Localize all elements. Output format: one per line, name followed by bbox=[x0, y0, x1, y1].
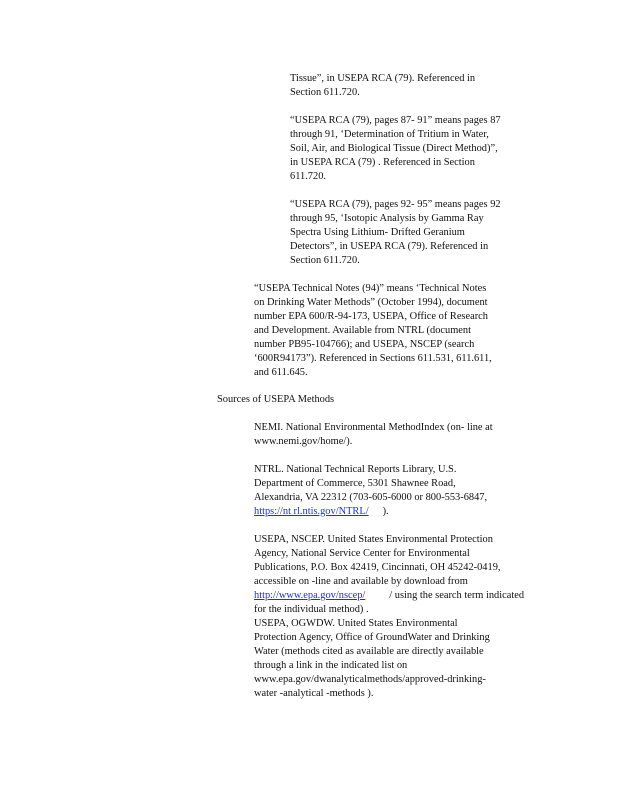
link-suffix: / using the search term indicated bbox=[389, 590, 525, 601]
link-suffix: ). bbox=[382, 506, 389, 517]
text-line: Protection Agency, Office of GroundWater and Drinking bbox=[254, 632, 490, 643]
text-line: Tissue”, in USEPA RCA (79). Referenced in bbox=[290, 73, 476, 84]
text-line: water -analytical -methods ). bbox=[254, 688, 374, 699]
text-line: USEPA, OGWDW. United States Environmental bbox=[254, 618, 458, 629]
text-line: “USEPA Technical Notes (94)” means ‘Technical Notes bbox=[254, 283, 487, 294]
sources-heading: Sources of USEPA Methods bbox=[217, 394, 335, 405]
text-line: Spectra Using Lithium- Drifted Geranium bbox=[290, 227, 465, 238]
text-line bbox=[254, 505, 536, 519]
text-line: on Drinking Water Methods” (October 1994), document bbox=[254, 297, 488, 308]
text-line: NEMI. National Environmental MethodIndex (on- line at bbox=[254, 422, 493, 433]
text-line: USEPA, NSCEP. United States Environmental Protection bbox=[254, 534, 493, 545]
definition-technical-notes-94 bbox=[254, 282, 536, 380]
text-line: through 91, ‘Determination of Tritium in Water, bbox=[290, 129, 489, 140]
source-nscep bbox=[254, 533, 536, 617]
text-line: Agency, National Service Center for Environmental bbox=[254, 548, 470, 559]
text-line: accessible on -line and available by download from bbox=[254, 576, 468, 587]
text-line: Water (methods cited as available are directly available bbox=[254, 646, 484, 657]
text-line: www.nemi.gov/home/). bbox=[254, 436, 353, 447]
text-line: through a link in the indicated list on bbox=[254, 660, 408, 671]
text-line: Department of Commerce, 5301 Shawnee Road, bbox=[254, 478, 456, 489]
nscep-link[interactable]: http://www.epa.gov/nscep/ bbox=[254, 590, 366, 601]
text-line: Publications, P.O. Box 42419, Cincinnati, OH 45242-0419, bbox=[254, 562, 501, 573]
text-line: and Development. Available from NTRL (document bbox=[254, 325, 471, 336]
text-line: number EPA 600/R-94-173, USEPA, Office of Research bbox=[254, 311, 488, 322]
text-line: Section 611.720. bbox=[290, 87, 360, 98]
source-nemi bbox=[254, 421, 536, 449]
text-line: “USEPA RCA (79), pages 87- 91” means pages 87 bbox=[290, 115, 501, 126]
text-line: through 95, ‘Isotopic Analysis by Gamma Ray bbox=[290, 213, 484, 224]
text-line: in USEPA RCA (79) . Referenced in Section bbox=[290, 157, 475, 168]
text-line: Detectors”, in USEPA RCA (79). Referenced in bbox=[290, 241, 489, 252]
text-line: for the individual method) . bbox=[254, 604, 369, 615]
text-line: Soil, Air, and Biological Tissue (Direct Method)”, bbox=[290, 143, 498, 154]
text-line: “USEPA RCA (79), pages 92- 95” means pages 92 bbox=[290, 199, 501, 210]
text-line: and 611.645. bbox=[254, 367, 308, 378]
source-ntrl bbox=[254, 463, 536, 519]
definition-rca-pages-92-95 bbox=[290, 198, 540, 268]
text-line: ‘600R94173”). Referenced in Sections 611.531, 611.611, bbox=[254, 353, 492, 364]
ntrl-link[interactable]: https://nt rl.ntis.gov/NTRL/ bbox=[254, 506, 369, 517]
text-line: NTRL. National Technical Reports Library, U.S. bbox=[254, 464, 457, 475]
text-line: 611.720. bbox=[290, 171, 326, 182]
definition-rca-pages-87-91 bbox=[290, 114, 540, 184]
text-line: number PB95-104766); and USEPA, NSCEP (search bbox=[254, 339, 475, 350]
tritium-tissue-entry-tail bbox=[290, 72, 540, 100]
source-ogwdw bbox=[254, 617, 536, 701]
text-line: www.epa.gov/dwanalyticalmethods/approved-drinking- bbox=[254, 674, 486, 685]
text-line: Alexandria, VA 22312 (703-605-6000 or 800-553-6847, bbox=[254, 492, 488, 503]
text-line bbox=[254, 589, 536, 603]
text-line: Section 611.720. bbox=[290, 255, 360, 266]
